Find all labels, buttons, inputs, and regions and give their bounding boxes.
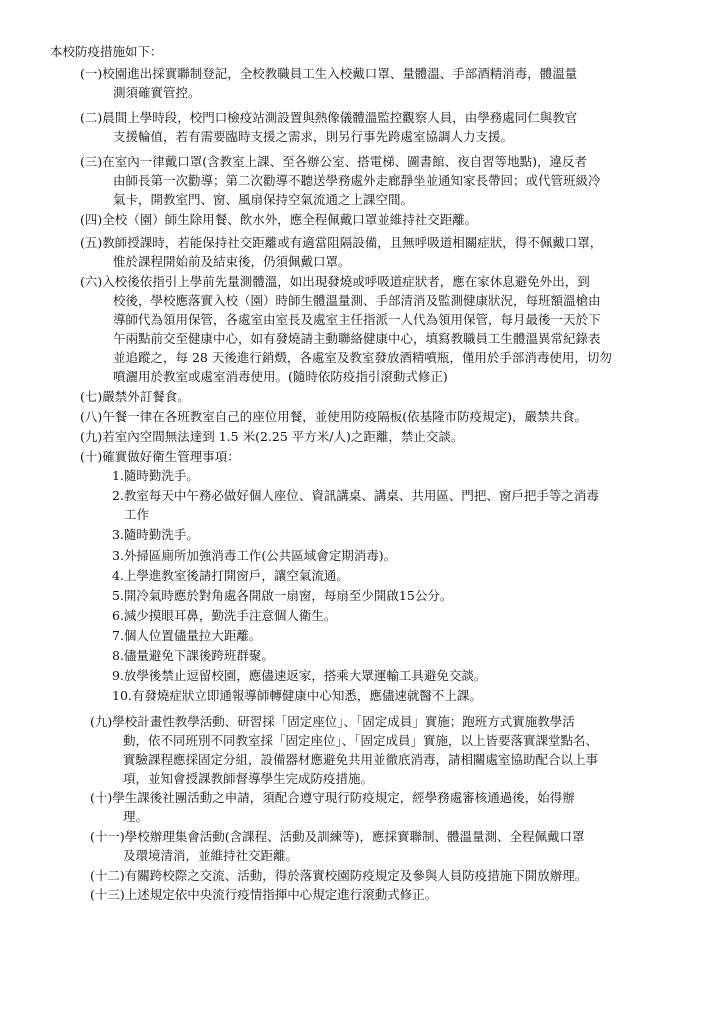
item-text: 9.放學後禁止逗留校園，應儘速返家，搭乘大眾運輸工具避免交談。 bbox=[112, 668, 487, 683]
item-text: 學校計畫性教學活動、研習採「固定座位」、「固定成員」實施；跑班方式實施教學活 bbox=[112, 714, 575, 729]
item-text: 嚴禁外訂餐食。 bbox=[102, 389, 190, 404]
measure-item bbox=[90, 827, 585, 865]
item-text: 確實做好衛生管理事項： bbox=[102, 449, 240, 464]
item-text-continued: 項，並知會授課教師督導學生完成防疫措施。 bbox=[123, 771, 374, 786]
sub-item bbox=[112, 546, 396, 565]
item-text: 教師授課時，若能保持社交距離或有適當阻隔設備，且無呼吸道相關症狀，得不佩戴口罩， bbox=[102, 235, 603, 250]
sub-item bbox=[112, 606, 336, 625]
item-text: 校園進出採實聯制登記，全校教職員工生入校戴口罩、量體溫、手部酒精消毒，體溫量 bbox=[102, 66, 578, 81]
item-number: (四) bbox=[80, 212, 103, 227]
item-number: (十一) bbox=[90, 829, 125, 844]
item-text: 學生課後社團活動之申請，須配合遵守現行防疫規定，經學務處審核通過後，始得辦 bbox=[112, 790, 575, 805]
item-number: (五) bbox=[80, 235, 103, 250]
measure-item bbox=[90, 788, 575, 826]
item-text: 學校辦理集會活動(含課程、活動及訓練等)，應採實聯制、體溫量測、全程佩戴口罩 bbox=[124, 829, 585, 844]
item-number: (十) bbox=[80, 449, 103, 464]
item-text: 1.隨時勤洗手。 bbox=[112, 468, 199, 483]
item-text-continued: 校後，學校應落實入校（園）時師生體溫量測、手部清消及監測健康狀況，每班額溫槍由 bbox=[113, 293, 601, 308]
item-text: 午餐一律在各班教室自己的座位用餐，並使用防疫隔板(依基隆市防疫規定)，嚴禁共食。 bbox=[102, 409, 588, 424]
item-text-continued: 並追蹤之，每 28 天後進行銷燬，各處室及教室發放酒精噴瓶，僅用於手部消毒使用，切勿 bbox=[113, 350, 612, 365]
item-number: (九) bbox=[80, 429, 103, 444]
intro-heading: 本校防疫措施如下： bbox=[50, 44, 163, 59]
measure-item bbox=[80, 64, 577, 102]
sub-item bbox=[112, 525, 199, 544]
item-text-continued: 實驗課程應採固定分組，設備器材應避免共用並徹底消毒，請相關處室協助配合以上事 bbox=[123, 752, 599, 767]
measure-item bbox=[80, 152, 601, 209]
item-text-continued: 工作 bbox=[124, 507, 150, 522]
measure-item bbox=[80, 233, 602, 271]
item-number: (一) bbox=[80, 66, 103, 81]
item-text-continued: 導師代為領用保管，各處室由室長及處室主任指派一人代為領用保管，每月最後一天於下 bbox=[113, 312, 601, 327]
item-text-continued: 由師長第一次勸導；第二次勸導不聽送學務處外走廊靜坐並通知家長帶回；或代管班級冷 bbox=[113, 173, 601, 188]
item-text-continued: 氣卡，開教室門、窗、風扇保持空氣流通之上課空間。 bbox=[113, 192, 414, 207]
item-text-continued: 及環境清消，並維持社交距離。 bbox=[123, 848, 299, 863]
item-text-continued: 噴灑用於教室或處室消毒使用。(隨時依防疫指引滾動式修正) bbox=[113, 369, 448, 384]
item-text: 入校後依指引上學前先量測體溫，如出現發燒或呼吸道症狀者，應在家休息避免外出，到 bbox=[102, 274, 590, 289]
item-text: 晨間上學時段，校門口檢疫站測設置與熱像儀體溫監控觀察人員，由學務處同仁與教官 bbox=[102, 110, 578, 125]
sub-item bbox=[112, 666, 486, 685]
item-text: 若室內空間無法達到 1.5 米(2.25 平方米/人)之距離，禁止交談。 bbox=[102, 429, 464, 444]
item-text: 10.有發燒症狀立即通報導師轉健康中心知悉，應儘速就醫不上課。 bbox=[112, 688, 482, 703]
measure-item bbox=[80, 387, 190, 406]
sub-item bbox=[112, 626, 261, 645]
item-text-continued: 測須確實管控。 bbox=[113, 85, 201, 100]
sub-item bbox=[112, 586, 452, 605]
item-number: (十二) bbox=[90, 868, 125, 883]
sub-item bbox=[112, 686, 482, 705]
item-number: (六) bbox=[80, 274, 103, 289]
item-number: (二) bbox=[80, 110, 103, 125]
item-number: (三) bbox=[80, 154, 103, 169]
item-text-continued: 動，依不同班別不同教室採「固定座位」、「固定成員」實施，以上皆要落實課堂點名、 bbox=[123, 733, 599, 748]
item-text-continued: 理。 bbox=[123, 809, 149, 824]
measure-item bbox=[80, 427, 463, 446]
measure-item bbox=[80, 210, 477, 229]
item-text: 8.儘量避免下課後跨班群聚。 bbox=[112, 648, 274, 663]
item-text: 上述規定依中央流行疫情指揮中心規定進行滾動式修正。 bbox=[124, 887, 438, 902]
item-text: 3.隨時勤洗手。 bbox=[112, 527, 199, 542]
item-text: 4.上學進教室後請打開窗戶，讓空氣流通。 bbox=[112, 568, 349, 583]
item-text: 5.開冷氣時應於對角處各開啟一扇窗，每扇至少開啟15公分。 bbox=[112, 588, 453, 603]
measure-item bbox=[80, 407, 587, 426]
item-text: 7.個人位置儘量拉大距離。 bbox=[112, 628, 262, 643]
measure-item bbox=[90, 866, 587, 885]
measure-item bbox=[80, 272, 612, 386]
sub-item bbox=[112, 566, 349, 585]
item-text-continued: 午兩點前交至健康中心，如有發燒請主動聯絡健康中心，填寫教職員工生體溫異常紀錄表 bbox=[113, 331, 601, 346]
item-number: (七) bbox=[80, 389, 103, 404]
item-text: 在室內一律戴口罩(含教室上課、至各辦公室、搭電梯、圖書館、夜自習等地點)，違反者 bbox=[102, 154, 588, 169]
item-number: (十) bbox=[90, 790, 113, 805]
item-text: 全校（園）師生除用餐、飲水外，應全程佩戴口罩並維持社交距離。 bbox=[102, 212, 478, 227]
item-number: (九) bbox=[90, 714, 113, 729]
item-text-continued: 支援輪值，若有需要臨時支援之需求，則另行事先跨處室協調人力支援。 bbox=[113, 129, 514, 144]
item-text: 6.減少摸眼耳鼻，勤洗手注意個人衛生。 bbox=[112, 608, 337, 623]
item-text: 2.教室每天中午務必做好個人座位、資訊講桌、講桌、共用區、門把、窗戶把手等之消毒 bbox=[112, 488, 599, 503]
sub-item bbox=[112, 646, 274, 665]
item-number: (八) bbox=[80, 409, 103, 424]
item-number: (十三) bbox=[90, 887, 125, 902]
item-text: 3.外掃區廁所加強消毒工作(公共區域會定期消毒)。 bbox=[112, 548, 397, 563]
sub-item bbox=[112, 486, 599, 524]
sub-item bbox=[112, 466, 199, 485]
measure-item bbox=[80, 447, 240, 466]
measure-item bbox=[90, 885, 437, 904]
measure-item bbox=[90, 712, 598, 788]
measure-item bbox=[80, 108, 577, 146]
item-text-continued: 惟於課程開始前及結束後，仍須佩戴口罩。 bbox=[113, 254, 351, 269]
item-text: 有關跨校際之交流、活動，得於落實校園防疫規定及參與人員防疫措施下開放辦理。 bbox=[124, 868, 588, 883]
